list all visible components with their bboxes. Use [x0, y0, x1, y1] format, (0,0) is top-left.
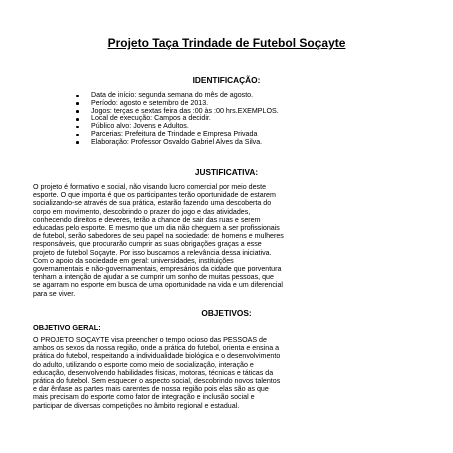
text-line: para se viver.	[33, 289, 76, 298]
text-line: e dar ênfase as partes mais carentes de nossa região pois elas são as que	[33, 385, 269, 394]
text-line: responsáveis, que procurarão cumprir as suas obrigações graças a esse	[33, 240, 262, 249]
text-line: tenham a intenção de ajudar a se cumprir um sonho de muitas pessoas, que	[33, 273, 274, 282]
text-line: prática do futebol, respeitando a individualidade biológica e o desenvolvimento	[33, 352, 281, 361]
list-item-text: Jogos: terças e sextas feira das :00 às :00 hrs.EXEMPLOS.	[91, 106, 279, 115]
text-line: Com o apoio da sociedade em geral: universidades, instituições	[33, 256, 234, 265]
bullet-icon	[76, 102, 79, 105]
bullet-icon	[76, 141, 79, 144]
document-title: Projeto Taça Trindade de Futebol Soçayte	[107, 36, 346, 50]
text-line: de futebol, serão sabedores de seu papel na sociedade: de homens e mulheres	[33, 232, 284, 241]
text-line: esporte. O que importa é que os participantes terão oportunidade de estarem	[33, 191, 276, 200]
objetivo-geral-heading: OBJETIVO GERAL:	[33, 323, 101, 332]
bullet-icon	[76, 110, 79, 113]
objetivo-geral-paragraph	[33, 336, 433, 410]
list-item-text: Público alvo: Jovens e Adultos.	[91, 122, 189, 131]
text-line: educadas pelo esporte. E mesmo que um dia não cheguem a ser profissionais	[33, 224, 280, 233]
text-line: O PROJETO SOÇAYTE visa preencher o tempo ocioso das PESSOAS de	[33, 336, 267, 344]
list-item-text: Elaboração: Professor Osvaldo Gabriel Alves da Silva.	[91, 137, 263, 146]
text-line: corpo em movimento, descobrindo o prazer do jogo e das atividades,	[33, 207, 251, 216]
text-line: participar de diversas competições no âmbito regional e estadual.	[33, 401, 240, 410]
justificativa-heading: JUSTIFICATIVA:	[194, 167, 259, 177]
text-line: socializando-se através de sua prática, estarão fazendo uma descoberta do	[33, 199, 272, 208]
bullet-icon	[76, 126, 79, 129]
text-line: mais precisam do esporte como fator de integração e inclusão social e	[33, 393, 255, 402]
text-line: projeto de futebol Soçayte. Por isso buscamos a relevância dessa iniciativa.	[33, 248, 272, 257]
justificativa-paragraph	[33, 183, 433, 298]
identificacao-list	[76, 92, 446, 147]
bullet-icon	[76, 95, 79, 98]
text-line: governamentais e não-governamentais, empresários da cidade que porventura	[33, 265, 282, 274]
list-item	[76, 139, 446, 147]
text-line: se agarram no esporte em busca de uma oportunidade na vida e um diferencial	[33, 281, 284, 290]
list-item-text: Período: agosto e setembro de 2013.	[91, 98, 209, 107]
bullet-icon	[76, 134, 79, 137]
list-item-text: Data de início: segunda semana do mês de agosto.	[91, 91, 254, 99]
text-line: educação, desenvolvendo habilidades físicas, motoras, técnicas e táticas da	[33, 368, 274, 377]
list-item-text: Local de execução: Campos a decidir.	[91, 114, 211, 123]
text-line: prática do futebol. Sem esquecer o aspecto social, descobrindo novos talentos	[33, 377, 281, 386]
text-line: do adulto, utilizando o esporte como meio de socialização, interação e	[33, 360, 254, 369]
list-item-text: Parcerias: Prefeitura de Trindade e Empresa Privada	[91, 129, 258, 138]
identificacao-heading: IDENTIFICAÇÃO:	[192, 75, 261, 85]
text-line: ambos os sexos da nossa região, onde a prática do futebol, orienta e ensina a	[33, 344, 280, 353]
bullet-icon	[76, 118, 79, 121]
objetivos-heading: OBJETIVOS:	[201, 308, 252, 318]
text-line: O projeto é formativo e social, não visando lucro comercial por meio deste	[33, 183, 267, 191]
text-line: conhecendo direitos e deveres, terão a chance de sair das ruas e serem	[33, 215, 261, 224]
